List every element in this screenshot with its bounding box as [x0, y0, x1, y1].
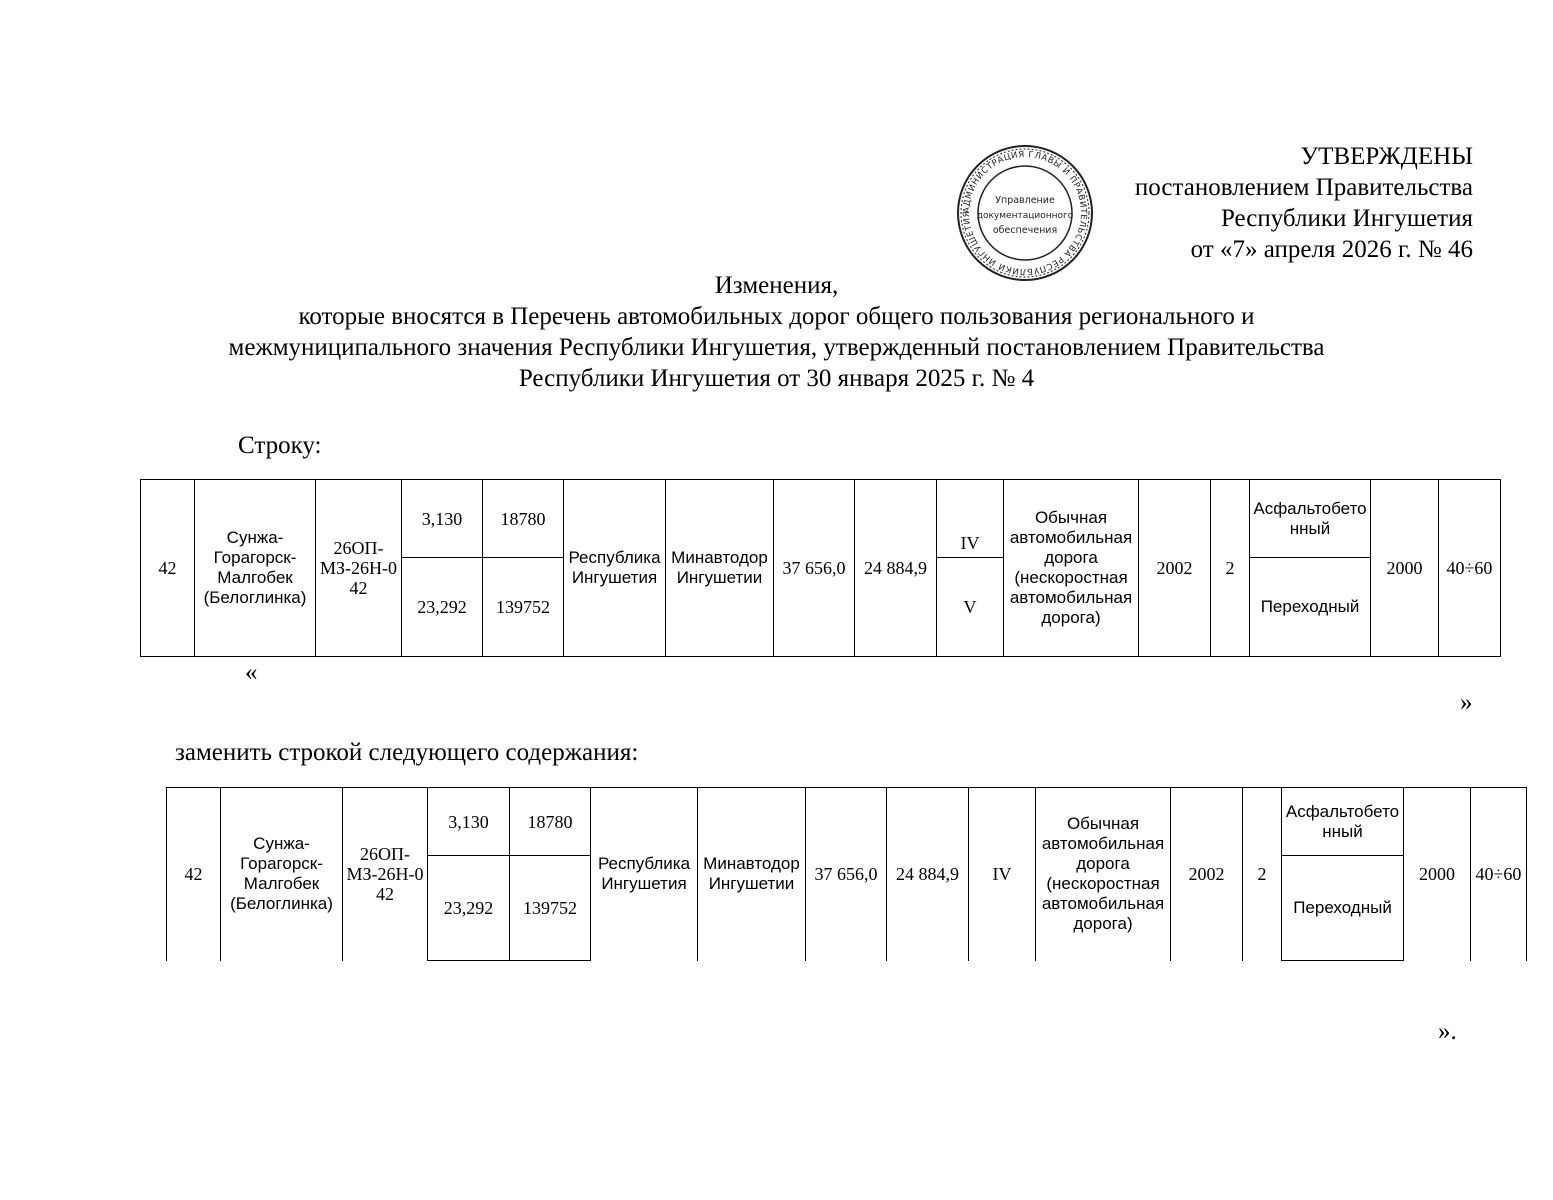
cell-speed: 40÷60	[1439, 480, 1501, 657]
title-line-4: Республики Ингушетия от 30 января 2025 г. № 4	[518, 365, 1035, 392]
cell-value-1: 37 656,0	[806, 788, 887, 961]
approval-line-2: постановлением Правительства	[1134, 174, 1473, 201]
cell-value-2: 24 884,9	[855, 480, 937, 657]
quote-close: »	[1460, 689, 1473, 716]
cell-area-b: 139752	[483, 558, 564, 657]
cell-road-type: Обычная автомобильная дорога (нескоростная автомобильная дорога)	[1004, 480, 1139, 657]
old-row-table	[140, 479, 1501, 657]
cell-owner: Республика Ингушетия	[564, 480, 666, 657]
cell-value-2: 24 884,9	[887, 788, 969, 961]
cell-surface-b: Переходный	[1282, 856, 1404, 961]
title-line-1: Изменения,	[714, 272, 839, 299]
approval-line-3: Республики Ингушетия	[1220, 205, 1473, 232]
cell-num: 42	[141, 480, 195, 657]
cell-lanes: 2	[1243, 788, 1282, 961]
cell-owner: Республика Ингушетия	[591, 788, 698, 961]
cell-length-a: 3,130	[428, 788, 510, 856]
cell-area-b: 139752	[510, 856, 591, 961]
quote-open: «	[245, 659, 258, 686]
label-replace-with: заменить строкой следующего содержания:	[175, 739, 639, 766]
quote-end: ».	[1438, 1018, 1457, 1045]
cell-category-a: IV	[937, 480, 1004, 558]
cell-surface-a: Асфальтобетонный	[1282, 788, 1404, 856]
cell-operator: Минавтодор Ингушетии	[698, 788, 806, 961]
official-seal	[955, 143, 1095, 283]
cell-length-b: 23,292	[402, 558, 483, 657]
cell-area-a: 18780	[510, 788, 591, 856]
title-line-3: межмуниципального значения Республики Ингушетия, утвержденный постановлением Правительства	[228, 334, 1325, 361]
approval-block	[1135, 141, 1473, 265]
cell-value-1: 37 656,0	[774, 480, 855, 657]
seal-line-2: документационного	[976, 211, 1074, 221]
document-title	[0, 270, 1553, 394]
title-line-2: которые вносятся в Перечень автомобильных дорог общего пользования регионального и	[298, 303, 1255, 330]
approval-date: от «7» апреля 2026 г. № 46	[1190, 236, 1473, 263]
cell-year: 2002	[1171, 788, 1243, 961]
cell-year-2: 2000	[1404, 788, 1471, 961]
cell-year: 2002	[1139, 480, 1211, 657]
cell-road-code: 26ОП-МЗ-26Н-042	[316, 480, 402, 657]
cell-area-a: 18780	[483, 480, 564, 558]
cell-category: IV	[969, 788, 1036, 961]
seal-line-1: Управление	[995, 195, 1055, 206]
cell-num: 42	[167, 788, 221, 961]
label-row-to-replace: Строку:	[238, 432, 322, 459]
cell-road-name: Сунжа-Горагорск-Малгобек (Белоглинка)	[221, 788, 343, 961]
cell-lanes: 2	[1211, 480, 1250, 657]
cell-road-name: Сунжа-Горагорск-Малгобек (Белоглинка)	[195, 480, 316, 657]
cell-length-a: 3,130	[402, 480, 483, 558]
cell-road-type: Обычная автомобильная дорога (нескоростная автомобильная дорога)	[1036, 788, 1171, 961]
cell-road-code: 26ОП-МЗ-26Н-042	[343, 788, 428, 961]
cell-surface-a: Асфальтобетонный	[1250, 480, 1371, 558]
seal-line-3: обеспечения	[992, 225, 1058, 236]
cell-length-b: 23,292	[428, 856, 510, 961]
cell-speed: 40÷60	[1471, 788, 1527, 961]
cell-operator: Минавтодор Ингушетии	[666, 480, 774, 657]
approval-heading: УТВЕРЖДЕНЫ	[1300, 143, 1473, 170]
cell-year-2: 2000	[1371, 480, 1439, 657]
cell-category-b: V	[937, 558, 1004, 657]
new-row-table	[166, 787, 1527, 961]
seal-ring-text: АДМИНИСТРАЦИЯ ГЛАВЫ И ПРАВИТЕЛЬСТВА РЕСПУБЛИКИ ИНГУШЕТИЯ	[961, 149, 1089, 277]
cell-surface-b: Переходный	[1250, 558, 1371, 657]
